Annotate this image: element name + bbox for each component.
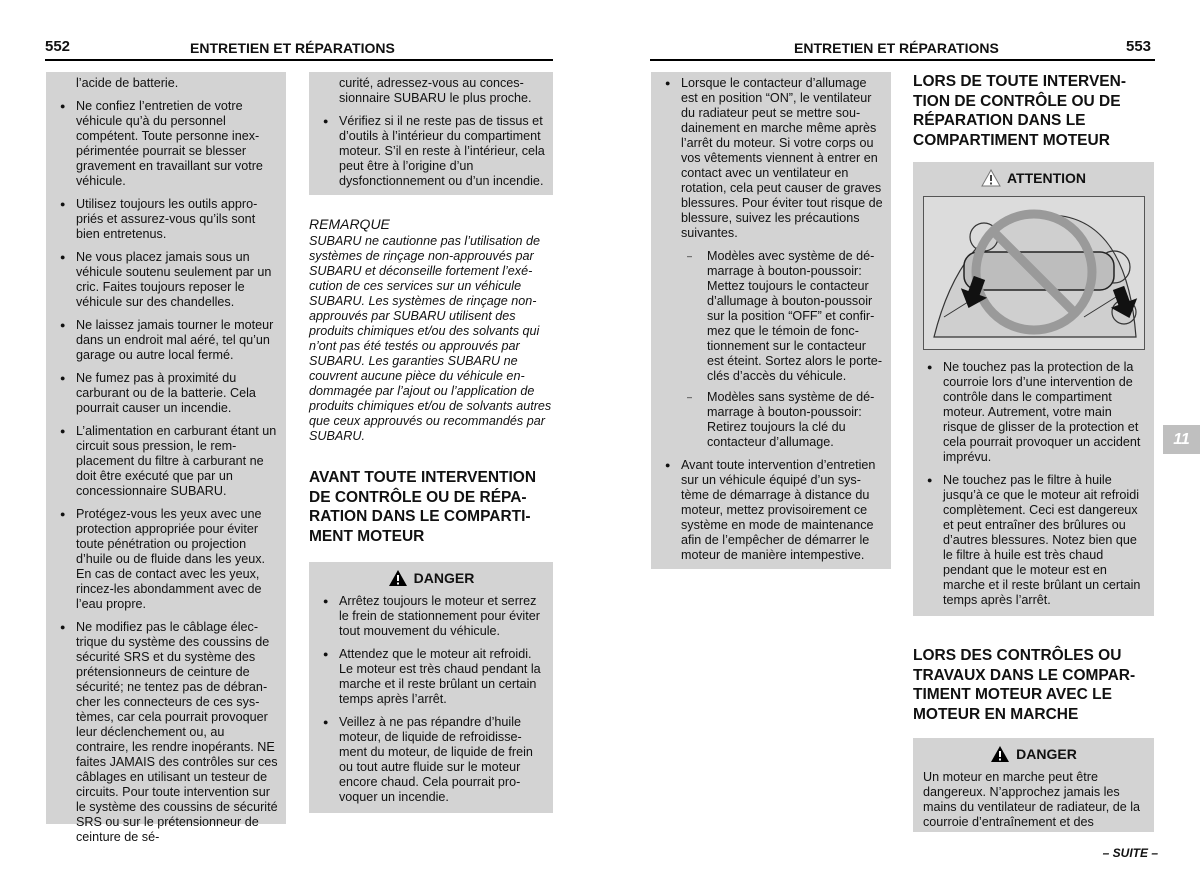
danger-box xyxy=(913,738,1154,832)
column-4 xyxy=(913,72,1154,832)
continued-text: curité, adressez-vous au concessionnaire SUBARU le plus proche. xyxy=(339,76,532,105)
remark-text: SUBARU ne cautionne pas l’utilisation de systèmes de rinçage non-approuvés par SUBARU et déconseille fortement l’exécution de ces services sur un véhicule SUBARU. Les systèmes de rinçage non-approuvés par SUBARU utilisent des produits chimiques et/ou des solvants qui n’ont pas été testés ou approuvés par SUBARU. Les garanties SUBARU ne couvrent aucune pièce du véhicule endommagée par l’ajout ou l’application de produits chimiques et/ou de solvants autres que ceux approuvés ou recommandés par SUBARU. xyxy=(309,234,552,443)
list-item: ● Ne touchez pas la protection de la courroie lors d’une intervention de contrôle dans le compartiment moteur. Autrement, votre main risque de glisser de la protection et cela pourrait provoquer un accident imprévu. xyxy=(921,360,1146,465)
list-item: ● Utilisez toujours les outils appropriés et assurez-vous qu’ils sont bien entretenus. xyxy=(54,197,278,242)
danger-header xyxy=(317,566,545,590)
attention-label: ATTENTION xyxy=(1006,169,1087,186)
list-item: ● Vérifiez si il ne reste pas de tissus et d’outils à l’intérieur du compartiment moteur. S’il en reste à l’intérieur, cela peut être à l’origine d’un dysfonctionnement ou d’un incendie. xyxy=(317,114,545,189)
list-item: ● Avant toute intervention d’entretien sur un véhicule équipé d’un système de démarrage à distance du moteur, mettez provisoirement ce système en mode de maintenance afin de l’empêcher de démarrer le moteur de manière intempestive. xyxy=(659,458,883,563)
chapter-tab: 11 xyxy=(1163,425,1200,454)
warning-continuation-box xyxy=(309,72,553,195)
engine-compartment-illustration xyxy=(923,196,1145,350)
danger-text: Un moteur en marche peut être dangereux. N’approchez jamais les mains du ventilateur de radiateur, de la courroie d’entraînement et des xyxy=(923,770,1141,829)
list-item: ● Arrêtez toujours le moteur et serrez le frein de stationnement pour éviter tout mouvement du véhicule. xyxy=(317,594,545,639)
list-item: ● Veillez à ne pas répandre d’huile moteur, de liquide de refroidissement du moteur, de liquide de frein ou tout autre fluide sur le moteur encore chaud. Cela pourrait provoquer un incendie. xyxy=(317,715,545,805)
list-item: ● Ne touchez pas le filtre à huile jusqu’à ce que le moteur ait refroidi complètement. Ceci est dangereux et peut entraîner des brûlures ou d’autres blessures. Notez bien que le filtre à huile est très chaud pendant que le moteur est en marche et il reste brûlant un certain temps après l’arrêt. xyxy=(921,473,1146,608)
warning-triangle-icon xyxy=(388,569,408,587)
danger-header xyxy=(921,742,1146,766)
danger-list xyxy=(317,594,545,805)
dash-item: – Modèles avec système de démarrage à bouton-poussoir: Mettez toujours le contacteur d’allumage à bouton-poussoir sur la position “OFF” et confirmez que le témoin de fonctionnement sur le contacteur est éteint. Sortez alors le porteclés d’accès du véhicule. xyxy=(659,249,883,384)
warning-list xyxy=(317,114,545,189)
warning-list xyxy=(659,76,883,563)
danger-label: DANGER xyxy=(413,569,475,586)
list-item-text: Lorsque le contacteur d’allumage est en position “ON”, le ventilateur du radiateur peut se mettre soudainement en marche même après l’arrêt du moteur. Si votre corps ou vos vêtements viennent à entrer en contact avec un ventilateur en rotation, cela peut causer de graves blessures. Pour éviter tout risque de blessure, suivez les précautions suivantes. xyxy=(681,76,883,240)
list-item: ● Ne vous placez jamais sous un véhicule soutenu seulement par un cric. Faites toujours reposer le véhicule sur des chandelles. xyxy=(54,250,278,310)
list-item: ● Ne modifiez pas le câblage électrique du système des coussins de sécurité SRS et du système des prétensionneurs de ceinture de sécurité; ne tentez pas de débrancher les connecteurs de ces systèmes, car cela pourrait provoquer leur déclenchement ou, au contraire, les rendre inopérants. NE faites JAMAIS des contrôles sur ces câblages en utilisant un testeur de circuits. Pour toute intervention sur le système des coussins de sécurité SRS ou sur le prétensionneur de ceinture de sé- xyxy=(54,620,278,845)
remark xyxy=(309,217,553,444)
header-rule-left xyxy=(45,59,553,61)
list-item: ● Ne confiez l’entretien de votre véhicule qu’à du personnel compétent. Toute personne inexpérimentée pourrait se blesser gravement en travaillant sur votre véhicule. xyxy=(54,99,278,189)
attention-list xyxy=(921,360,1146,608)
danger-box xyxy=(309,562,553,813)
danger-label: DANGER xyxy=(1016,745,1077,762)
list-item: ● L’alimentation en carburant étant un circuit sous pression, le remplacement du filtre à carburant ne doit être exécuté que par un concessionnaire SUBARU. xyxy=(54,424,278,499)
header-rule-right xyxy=(650,59,1155,61)
engine-belt-cover-drawing xyxy=(924,197,1144,349)
page-number-right: 553 xyxy=(1126,38,1152,55)
warning-column-1 xyxy=(46,72,286,844)
running-header-left: ENTRETIEN ET RÉPARATIONS xyxy=(190,40,395,56)
continued-text: l’acide de batterie. xyxy=(76,76,179,90)
running-header-right: ENTRETIEN ET RÉPARATIONS xyxy=(794,40,999,56)
warning-triangle-icon xyxy=(990,745,1010,763)
dash-list xyxy=(659,249,883,450)
section-heading: AVANT TOUTE INTERVENTION DE CONTRÔLE OU DE RÉPARATION DANS LE COMPARTIMENT MOTEUR xyxy=(309,469,537,545)
column-2 xyxy=(309,72,553,813)
section-heading: LORS DE TOUTE INTERVENTION DE CONTRÔLE OU DE RÉPARATION DANS LE COMPARTIMENT MOTEUR xyxy=(913,73,1127,149)
list-item: ● Attendez que le moteur ait refroidi. Le moteur est très chaud pendant la marche et il reste brûlant un certain temps après l’arrêt. xyxy=(317,647,545,707)
list-item: ● Ne fumez pas à proximité du carburant ou de la batterie. Cela pourrait causer un incendie. xyxy=(54,371,278,416)
warning-column-3 xyxy=(651,72,891,569)
list-item: ● Protégez-vous les yeux avec une protection appropriée pour éviter toute pénétration ou projection d’huile ou de fluide dans les yeux. En cas de contact avec les yeux, rincez-les abondamment avec de l’eau propre. xyxy=(54,507,278,612)
caution-triangle-icon xyxy=(981,169,1001,187)
page-number-left: 552 xyxy=(45,38,71,55)
list-item xyxy=(659,76,883,450)
attention-box xyxy=(913,162,1154,616)
section-heading: LORS DES CONTRÔLES OU TRAVAUX DANS LE COMPARTIMENT MOTEUR AVEC LE MOTEUR EN MARCHE xyxy=(913,647,1136,723)
dash-item: – Modèles sans système de démarrage à bouton-poussoir: Retirez toujours la clé du contacteur d’allumage. xyxy=(659,390,883,450)
attention-header xyxy=(921,166,1146,190)
remark-heading: REMARQUE xyxy=(309,216,390,232)
continued-footer: – SUITE – xyxy=(1102,846,1158,860)
warning-list xyxy=(54,99,278,845)
list-item: ● Ne laissez jamais tourner le moteur dans un endroit mal aéré, tel qu’un garage ou autre local fermé. xyxy=(54,318,278,363)
